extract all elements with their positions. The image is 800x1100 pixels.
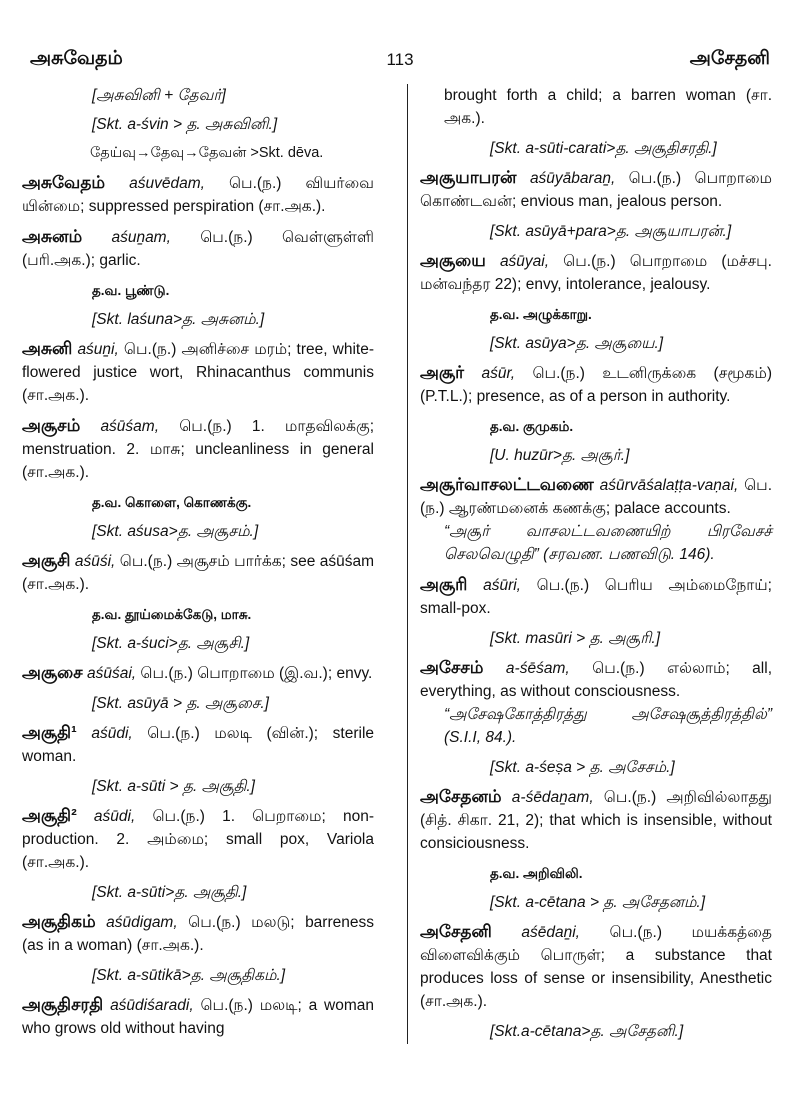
transliteration: a-śēśam, <box>505 660 570 677</box>
transliteration: aśūr, <box>481 365 516 382</box>
column-divider <box>407 84 408 1044</box>
headword: அசேதனி <box>420 922 492 941</box>
etymology-reference: [Skt. aśusa>த. அசூசம்.] <box>92 523 259 540</box>
headword: அசூதிகம் <box>22 912 96 931</box>
etymology-reference: [Skt. asūya>த. அசூயை.] <box>490 335 664 352</box>
definition: பெ.(ந.) மலடி (வின்.); sterile woman. <box>22 725 375 765</box>
definition: பெ.(ந.) பெரிய அம்மைநோய்; small-pox. <box>420 577 772 617</box>
definition: பெ.(ந.) 1. பெறாமை; non-production. 2. அம்மை; small pox, Variola (சா.அக.). <box>22 808 375 871</box>
dictionary-entry <box>22 804 374 874</box>
definition: பெ.(ந.) மலடி; a woman who grows old without having <box>22 997 375 1037</box>
headword: அசூயை <box>420 251 486 270</box>
headword: அசூரி <box>420 575 468 594</box>
headword: அசூதிசரதி <box>22 995 104 1014</box>
transliteration: aśūśam, <box>100 418 160 435</box>
transliteration: aśūśi, <box>74 553 116 570</box>
etymology-reference: [Skt.a-cētana>த. அசேதனி.] <box>490 1023 684 1040</box>
dictionary-entry <box>22 414 374 484</box>
dictionary-entry <box>420 656 772 749</box>
definition: பெ.(ந.) பொறாமை (மச்சபு. மன்வந்தர 22); envy, intolerance, jealousy. <box>420 253 772 293</box>
header-right-guide-word: அசேதனி <box>689 48 770 69</box>
transliteration: aśūyābaraṉ, <box>529 170 616 187</box>
definition: பெ.(ந.) மயக்கத்தை விளைவிக்கும் பொருள்; a substance that produces loss of sense or insensibility, Anesthetic (சா.அக.). <box>420 924 772 1010</box>
transliteration: aśūdiśaradi, <box>110 997 194 1014</box>
dictionary-entry <box>420 573 772 620</box>
headword: அசுனி <box>22 339 73 358</box>
transliteration: aśūdi, <box>93 808 136 825</box>
transliteration: aśūdigam, <box>106 914 178 931</box>
etymology-reference: [Skt. a-sūti-carati>த. அசூதிசரதி.] <box>490 140 717 157</box>
citation-quote: “அசூர் வாசலட்டவணையிற் பிரவேசச் செலவெழுதி” (சரவண. பணவிடு. 146). <box>444 523 772 563</box>
tamil-equivalent: த.வ. அழுக்காறு. <box>490 307 592 322</box>
right-column <box>420 84 772 1049</box>
dictionary-entry <box>420 166 772 213</box>
dictionary-entry <box>22 993 374 1040</box>
transliteration: aśūrvāśalaṭṭa-vaṇai, <box>599 477 739 494</box>
tamil-equivalent: த.வ. பூண்டு. <box>92 283 170 298</box>
page-number: 113 <box>386 50 414 69</box>
definition: பெ.(ந.) ஆரண்மனைக் கணக்கு; palace accounts. <box>420 477 772 517</box>
entry-continuation: brought forth a child; a barren woman (சா. அக.). <box>444 87 772 127</box>
etymology-reference: [U. huzūr>த. அசூர்.] <box>490 447 630 464</box>
etymology-reference: [Skt. asūyā > த. அசூசை.] <box>92 695 269 712</box>
tamil-equivalent: த.வ. தூய்மைக்கேடு, மாசு. <box>92 607 252 622</box>
etymology-reference: [அசுவினி + தேவர்] <box>92 87 226 104</box>
page-header <box>30 48 770 78</box>
etymology-reference: [Skt. a-sūti>த. அசூதி.] <box>92 884 247 901</box>
transliteration: aśuṉam, <box>111 229 171 246</box>
etymology-reference: [Skt. a-sūti > த. அசூதி.] <box>92 778 255 795</box>
headword: அசூர்வாசலட்டவணை <box>420 475 594 494</box>
definition: பெ.(ந.) உடனிருக்கை (சமூகம்) (P.T.L.); presence, as of a person in authority. <box>420 365 773 405</box>
tamil-equivalent: த.வ. கொளை, கொணக்கு. <box>92 495 252 510</box>
dictionary-entry <box>22 337 374 407</box>
dictionary-entry <box>22 171 374 218</box>
derivation-line: தேய்வு→தேவு→தேவன் >Skt. dēva. <box>90 145 324 161</box>
headword: அசுனம் <box>22 227 83 246</box>
headword: அசேதனம் <box>420 787 502 806</box>
etymology-reference: [Skt. a-sūtikā>த. அசூதிகம்.] <box>92 967 286 984</box>
definition: பெ.(ந.) வியர்வை யின்மை; suppressed perspiration (சா.அக.). <box>22 175 374 215</box>
dictionary-entry <box>420 473 772 566</box>
transliteration: aśūdi, <box>91 725 133 742</box>
transliteration: aśuvēdam, <box>129 175 205 192</box>
headword: அசேசம் <box>420 658 484 677</box>
headword: அசூதி² <box>22 806 77 825</box>
dictionary-entry <box>22 721 374 768</box>
citation-quote: “அசேஷகோத்திரத்து அசேஷசூத்திரத்தில்” (S.I.I, 84.). <box>444 706 772 746</box>
transliteration: aśūri, <box>483 577 521 594</box>
headword: அசுவேதம் <box>22 173 106 192</box>
dictionary-entry <box>22 549 374 596</box>
dictionary-entry <box>420 361 772 408</box>
dictionary-entry <box>420 785 772 855</box>
transliteration: aśēdaṉi, <box>521 924 580 941</box>
left-column <box>22 84 374 1047</box>
headword: அசூர் <box>420 363 465 382</box>
transliteration: a-śēdaṉam, <box>511 789 594 806</box>
definition: பெ.(ந.) அசூசம் பார்க்க; see aśūśam (சா.அக.). <box>22 553 375 593</box>
dictionary-entry <box>22 661 374 685</box>
definition: பெ.(ந.) எல்லாம்; all, everything, as without consciousness. <box>420 660 773 700</box>
etymology-reference: [Skt. masūri > த. அசூரி.] <box>490 630 661 647</box>
definition: பெ.(ந.) வெள்ளுள்ளி (பரி.அக.); garlic. <box>22 229 374 269</box>
header-left-guide-word: அசுவேதம் <box>30 48 123 69</box>
etymology-reference: [Skt. a-cētana > த. அசேதனம்.] <box>490 894 706 911</box>
definition: பெ.(ந.) அறிவில்லாதது (சித். சிகா. 21, 2); that which is insensible, without consiciousness. <box>420 789 772 852</box>
transliteration: aśuṉi, <box>77 341 119 358</box>
dictionary-entry <box>420 920 772 1013</box>
transliteration: aśūśai, <box>86 665 137 682</box>
etymology-reference: [Skt. asūyā+para>த. அசூயாபரன்.] <box>490 223 732 240</box>
transliteration: aśūyai, <box>499 253 550 270</box>
etymology-reference: [Skt. a-śuci>த. அசூசி.] <box>92 635 250 652</box>
tamil-equivalent: த.வ. குமுகம். <box>490 419 574 434</box>
etymology-reference: [Skt. a-śvin > த. அசுவினி.] <box>92 116 278 133</box>
dictionary-entry <box>22 225 374 272</box>
headword: அசூசி <box>22 551 71 570</box>
definition: பெ.(ந.) 1. மாதவிலக்கு; menstruation. 2. மாசு; uncleanliness in general (சா.அக.). <box>22 418 375 481</box>
headword: அசூதி¹ <box>22 723 77 742</box>
definition: பெ.(ந.) அனிச்சை மரம்; tree, white-flowered justice wort, Rhinacanthus communis (சா.அக.). <box>22 341 375 404</box>
dictionary-entry <box>420 249 772 296</box>
headword: அசூசை <box>22 663 83 682</box>
definition: பெ.(ந.) மலடு; barreness (as in a woman) (சா.அக.). <box>22 914 374 954</box>
etymology-reference: [Skt. laśuna>த. அசுனம்.] <box>92 311 265 328</box>
definition: பெ.(ந.) பொறாமை (இ.வ.); envy. <box>140 665 373 682</box>
tamil-equivalent: த.வ. அறிவிலி. <box>490 866 583 881</box>
etymology-reference: [Skt. a-śeṣa > த. அசேசம்.] <box>490 759 675 776</box>
headword: அசூசம் <box>22 416 81 435</box>
dictionary-entry <box>22 910 374 957</box>
definition: பெ.(ந.) பொறாமை கொண்டவன்; envious man, jealous person. <box>420 170 772 210</box>
headword: அசூயாபரன் <box>420 168 517 187</box>
